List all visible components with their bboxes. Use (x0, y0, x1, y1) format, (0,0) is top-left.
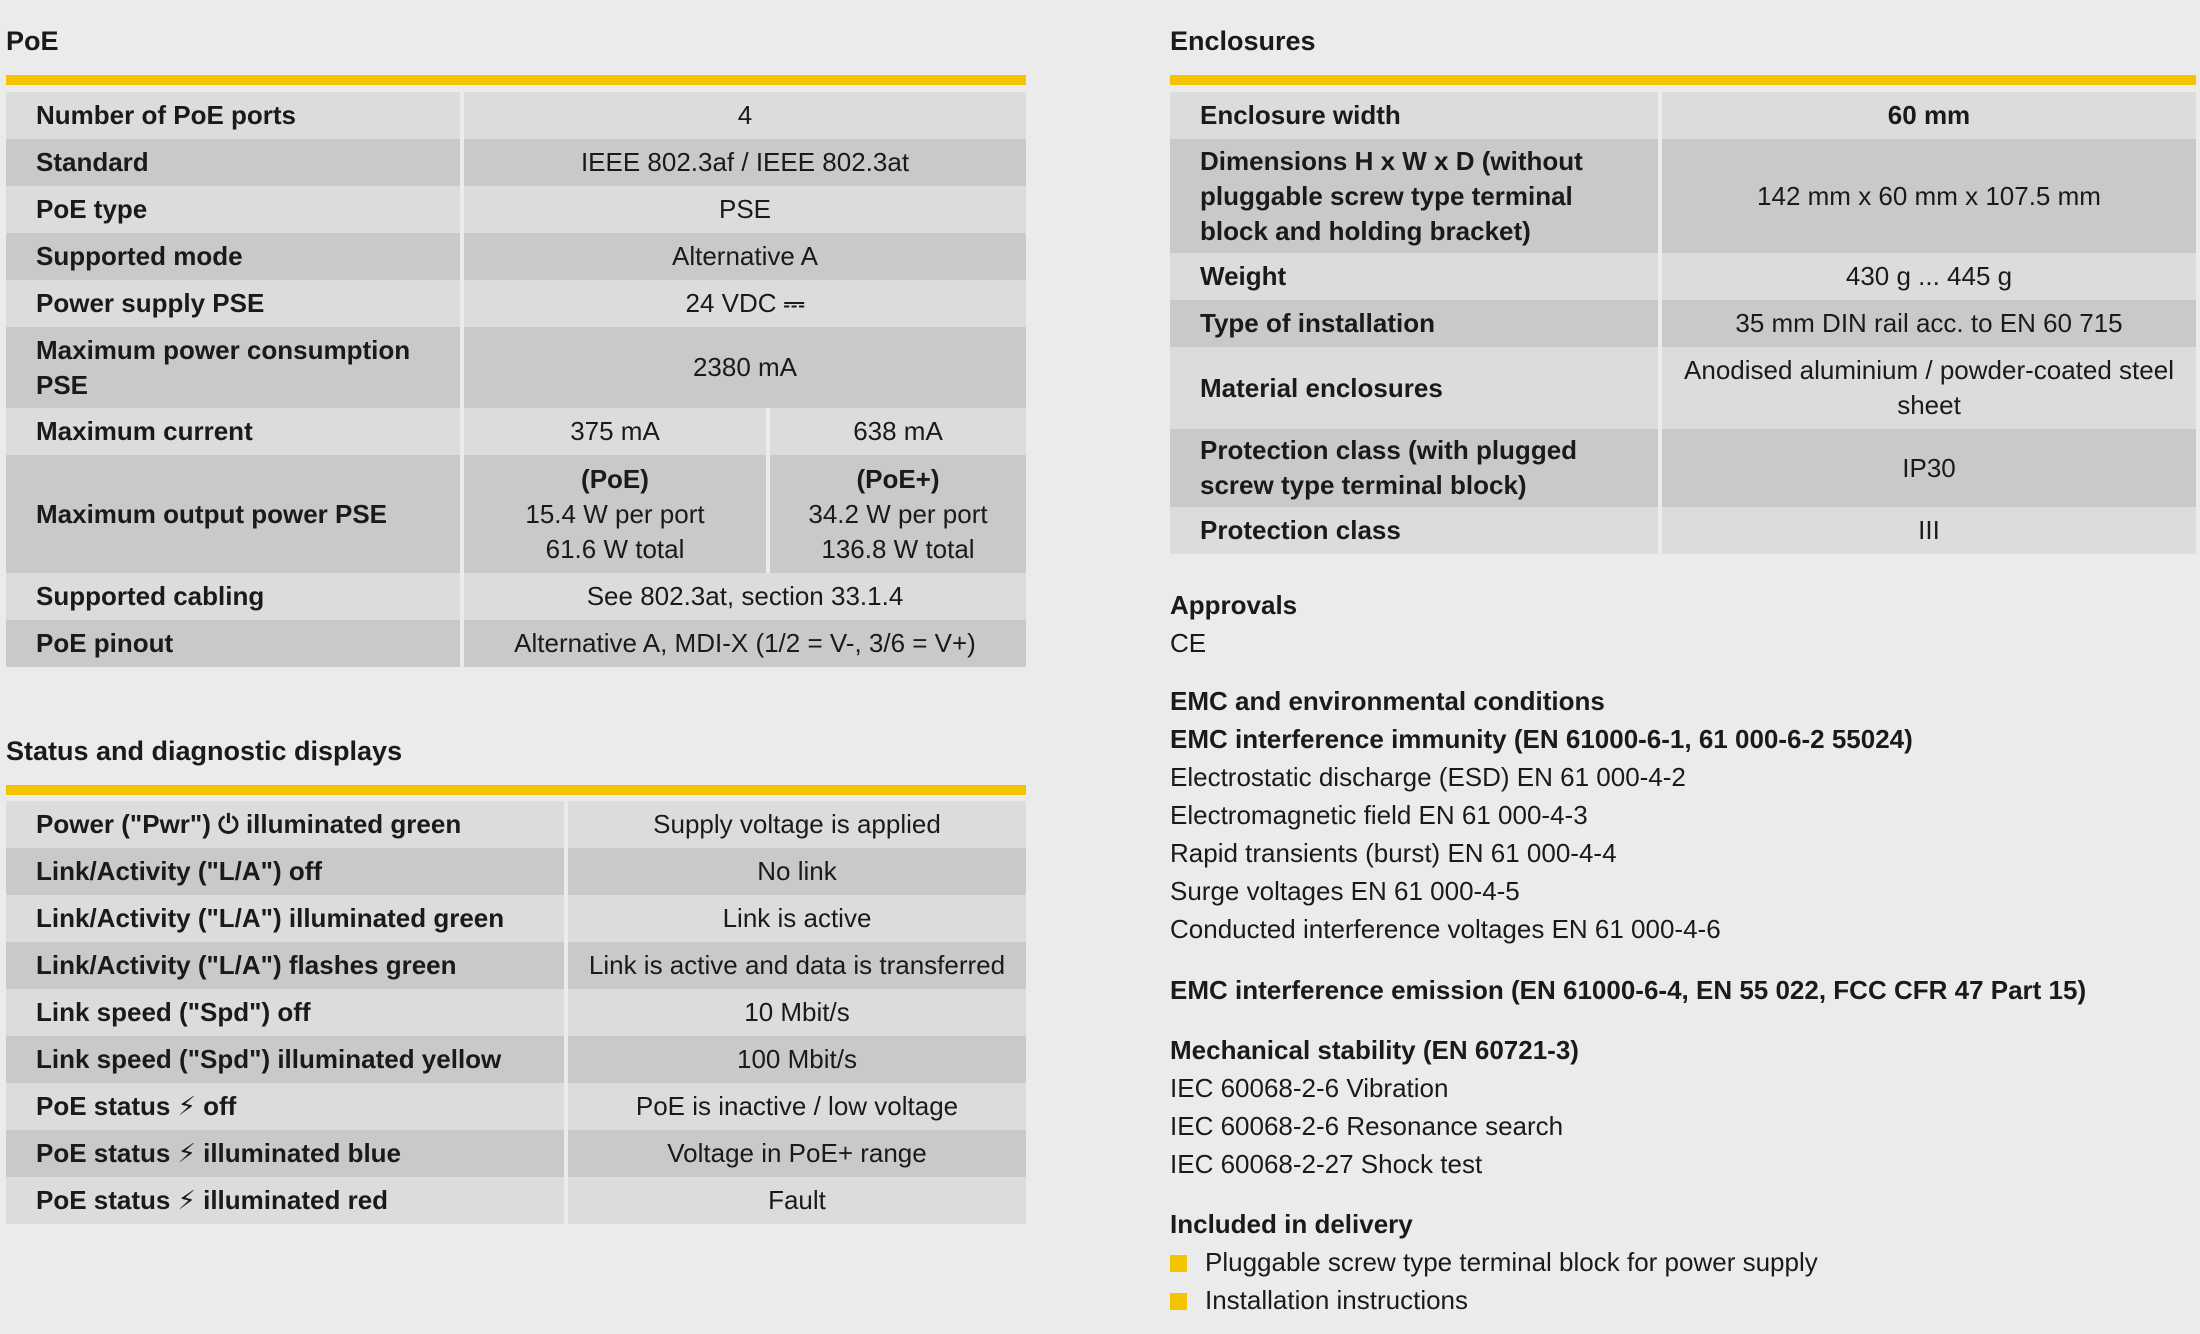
list-item-text: Installation instructions (1205, 1285, 1469, 1315)
label-text: PoE status (36, 1185, 171, 1215)
table-row (6, 620, 1026, 667)
poe-plus-line2: 136.8 W total (821, 533, 975, 564)
row-value: 430 g ... 445 g (1662, 253, 2196, 300)
approvals-value: CE (1170, 628, 1207, 658)
status-table (6, 801, 1026, 1224)
list-item: Electromagnetic field EN 61 000-4-3 (1170, 800, 1588, 830)
emc-block (1170, 682, 1913, 948)
approvals-block (1170, 586, 1297, 662)
row-label: Link/Activity ("L/A") flashes green (6, 942, 568, 989)
row-label: Protection class (with plugged screw type terminal block) (1170, 429, 1662, 507)
row-value: 10 Mbit/s (568, 989, 1026, 1036)
row-label: Power supply PSE (6, 280, 464, 327)
row-label: PoE type (6, 186, 464, 233)
row-value: 60 mm (1662, 92, 2196, 139)
delivery-heading: Included in delivery (1170, 1209, 1413, 1239)
row-label: Enclosure width (1170, 92, 1662, 139)
approvals-heading: Approvals (1170, 590, 1298, 620)
poe-head: (PoE) (581, 463, 649, 494)
row-label: Maximum output power PSE (6, 455, 464, 573)
label-text: off (203, 1091, 237, 1121)
list-item (1170, 1281, 1818, 1319)
enclosures-section-title: Enclosures (1170, 26, 1316, 56)
emc-immunity-heading: EMC interference immunity (EN 61000-6-1, 61 000-6-2 55024) (1170, 724, 1913, 754)
row-label: Number of PoE ports (6, 92, 464, 139)
list-item: Rapid transients (burst) EN 61 000-4-4 (1170, 838, 1617, 868)
row-label (6, 1083, 568, 1130)
table-row (6, 989, 1026, 1036)
table-row (6, 573, 1026, 620)
poe-line1: 15.4 W per port (525, 498, 705, 529)
mechanical-block (1170, 1031, 1579, 1183)
row-value: 35 mm DIN rail acc. to EN 60 715 (1662, 300, 2196, 347)
square-bullet-icon (1170, 1255, 1187, 1272)
row-label (6, 1177, 568, 1224)
row-label: Link/Activity ("L/A") illuminated green (6, 895, 568, 942)
table-row (6, 139, 1026, 186)
row-value: 100 Mbit/s (568, 1036, 1026, 1083)
power-supply-value: 24 VDC (685, 288, 777, 318)
dc-symbol-icon: ⎓ (783, 288, 805, 318)
row-label: Maximum power consumption PSE (6, 327, 464, 408)
label-text: illuminated red (203, 1185, 389, 1215)
power-icon: ⏻ (218, 809, 239, 839)
table-row (6, 895, 1026, 942)
row-value: IEEE 802.3af / IEEE 802.3at (464, 139, 1026, 186)
list-item: Electrostatic discharge (ESD) EN 61 000-4-2 (1170, 762, 1686, 792)
row-value: 4 (464, 92, 1026, 139)
row-label (6, 1130, 568, 1177)
row-label: Type of installation (1170, 300, 1662, 347)
table-row (1170, 347, 2196, 429)
row-value: Supply voltage is applied (568, 801, 1026, 848)
poe-accent-rule (6, 75, 1026, 85)
plug-icon: ⚡ (177, 1185, 196, 1215)
row-value: Fault (568, 1177, 1026, 1224)
label-text: illuminated green (245, 809, 462, 839)
row-value: No link (568, 848, 1026, 895)
row-label: Protection class (1170, 507, 1662, 554)
list-item (1170, 1243, 1818, 1281)
emc-heading: EMC and environmental conditions (1170, 686, 1605, 716)
poe-plus-head: (PoE+) (856, 463, 940, 494)
label-text: illuminated blue (203, 1138, 402, 1168)
status-accent-rule (6, 785, 1026, 795)
label-text: Power ("Pwr") (36, 809, 211, 839)
table-row (1170, 92, 2196, 139)
table-row (1170, 507, 2196, 554)
row-value (464, 280, 1026, 327)
list-item: Surge voltages EN 61 000-4-5 (1170, 876, 1520, 906)
mechanical-heading: Mechanical stability (EN 60721-3) (1170, 1035, 1579, 1065)
row-label: Material enclosures (1170, 347, 1662, 429)
row-value: Alternative A, MDI-X (1/2 = V-, 3/6 = V+) (464, 620, 1026, 667)
row-value: Voltage in PoE+ range (568, 1130, 1026, 1177)
row-value: Anodised aluminium / powder-coated steel sheet (1662, 347, 2196, 429)
table-row (6, 801, 1026, 848)
list-item: IEC 60068-2-6 Resonance search (1170, 1111, 1564, 1141)
table-row (6, 233, 1026, 280)
poe-table (6, 92, 1026, 667)
plug-icon: ⚡ (177, 1138, 196, 1168)
table-row (1170, 429, 2196, 507)
row-value: Link is active (568, 895, 1026, 942)
row-value-poe-plus (770, 455, 1026, 573)
list-item: IEC 60068-2-6 Vibration (1170, 1073, 1449, 1103)
row-value: Link is active and data is transferred (568, 942, 1026, 989)
row-value: 2380 mA (464, 327, 1026, 408)
row-value: PSE (464, 186, 1026, 233)
square-bullet-icon (1170, 1293, 1187, 1310)
table-row (6, 848, 1026, 895)
table-row (1170, 300, 2196, 347)
row-label: Link speed ("Spd") illuminated yellow (6, 1036, 568, 1083)
row-value: 142 mm x 60 mm x 107.5 mm (1662, 139, 2196, 253)
row-label: PoE pinout (6, 620, 464, 667)
row-value: PoE is inactive / low voltage (568, 1083, 1026, 1130)
delivery-block (1170, 1205, 1818, 1319)
row-value-poe-plus: 638 mA (770, 408, 1026, 455)
table-row (6, 942, 1026, 989)
status-section-title: Status and diagnostic displays (6, 736, 403, 766)
row-label: Dimensions H x W x D (without pluggable screw type terminal block and holding bracket) (1170, 139, 1662, 253)
label-text: PoE status (36, 1091, 171, 1121)
table-row (6, 1130, 1026, 1177)
list-item: IEC 60068-2-27 Shock test (1170, 1149, 1483, 1179)
row-label: Standard (6, 139, 464, 186)
row-value-poe: 375 mA (464, 408, 770, 455)
row-value: See 802.3at, section 33.1.4 (464, 573, 1026, 620)
poe-plus-line1: 34.2 W per port (808, 498, 988, 529)
row-label (6, 801, 568, 848)
row-value-poe (464, 455, 770, 573)
list-item-text: Pluggable screw type terminal block for power supply (1205, 1247, 1818, 1277)
enclosures-table (1170, 92, 2196, 554)
table-row (6, 1083, 1026, 1130)
table-row (6, 92, 1026, 139)
list-item: Conducted interference voltages EN 61 000-4-6 (1170, 914, 1721, 944)
enclosures-accent-rule (1170, 75, 2196, 85)
emc-emission-block (1170, 971, 2086, 1009)
table-row (6, 1177, 1026, 1224)
table-row (6, 280, 1026, 327)
row-value: III (1662, 507, 2196, 554)
plug-icon: ⚡ (177, 1091, 196, 1121)
row-label: Maximum current (6, 408, 464, 455)
table-row (1170, 139, 2196, 253)
row-label: Link speed ("Spd") off (6, 989, 568, 1036)
table-row (6, 1036, 1026, 1083)
emc-emission-heading: EMC interference emission (EN 61000-6-4, EN 55 022, FCC CFR 47 Part 15) (1170, 975, 2087, 1005)
table-row (6, 408, 1026, 455)
table-row (6, 455, 1026, 573)
row-value: Alternative A (464, 233, 1026, 280)
poe-section-title: PoE (6, 26, 59, 56)
row-label: Link/Activity ("L/A") off (6, 848, 568, 895)
table-row (1170, 253, 2196, 300)
table-row (6, 327, 1026, 408)
row-label: Supported cabling (6, 573, 464, 620)
row-label: Weight (1170, 253, 1662, 300)
poe-line2: 61.6 W total (545, 533, 685, 564)
label-text: PoE status (36, 1138, 171, 1168)
row-label: Supported mode (6, 233, 464, 280)
row-value: IP30 (1662, 429, 2196, 507)
table-row (6, 186, 1026, 233)
